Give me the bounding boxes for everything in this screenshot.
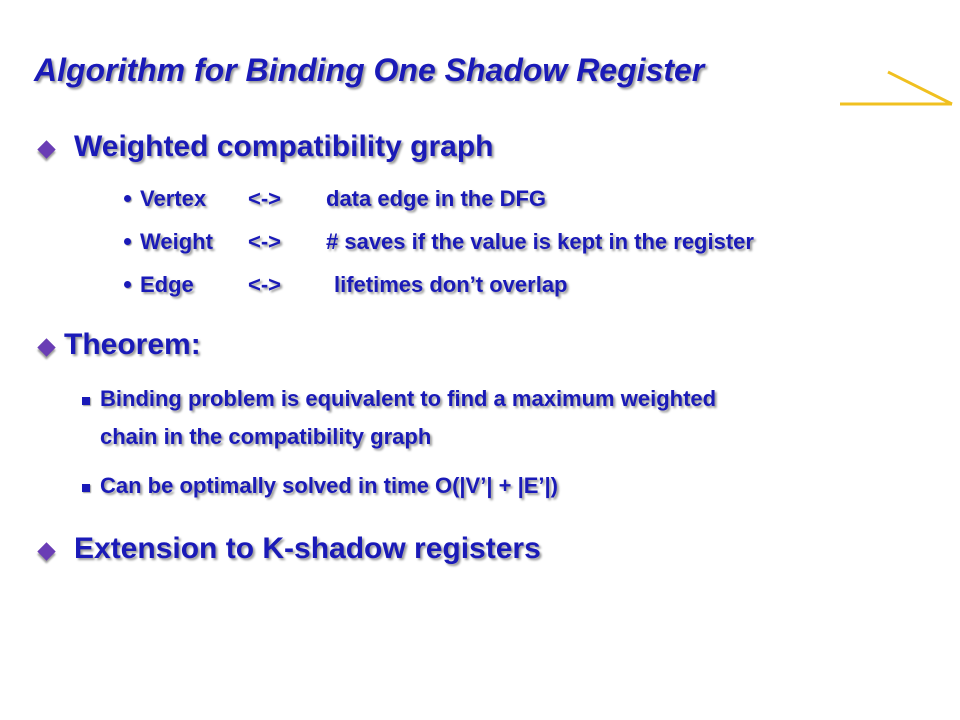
theorem-item-line: Can be optimally solved in time O(|V’| + |E’|) [100,473,558,498]
diamond-bullet-icon [37,542,55,560]
item-description: data edge in the DFG [326,186,547,211]
item-term: Weight [140,229,213,254]
item-description: # saves if the value is kept in the register [326,229,754,254]
dot-bullet-icon [124,195,131,202]
item-arrow: <-> [248,229,282,254]
diamond-bullet-icon [37,338,55,356]
slide-title: Algorithm for Binding One Shadow Register [34,52,705,88]
heading-extension: Extension to K-shadow registers [74,532,541,565]
diamond-bullet-icon [37,140,55,158]
item-term: Vertex [140,186,207,211]
square-bullet-icon [82,484,90,492]
item-arrow: <-> [248,272,282,297]
heading-weighted-compatibility-graph: Weighted compatibility graph [74,130,494,163]
item-arrow: <-> [248,186,282,211]
dot-bullet-icon [124,281,131,288]
item-description: lifetimes don’t overlap [334,272,568,297]
square-bullet-icon [82,397,90,405]
heading-theorem: Theorem: [64,328,201,361]
theorem-item-line: chain in the compatibility graph [100,424,432,449]
item-term: Edge [140,272,194,297]
dot-bullet-icon [124,238,131,245]
theorem-item-line: Binding problem is equivalent to find a maximum weighted [100,386,717,411]
